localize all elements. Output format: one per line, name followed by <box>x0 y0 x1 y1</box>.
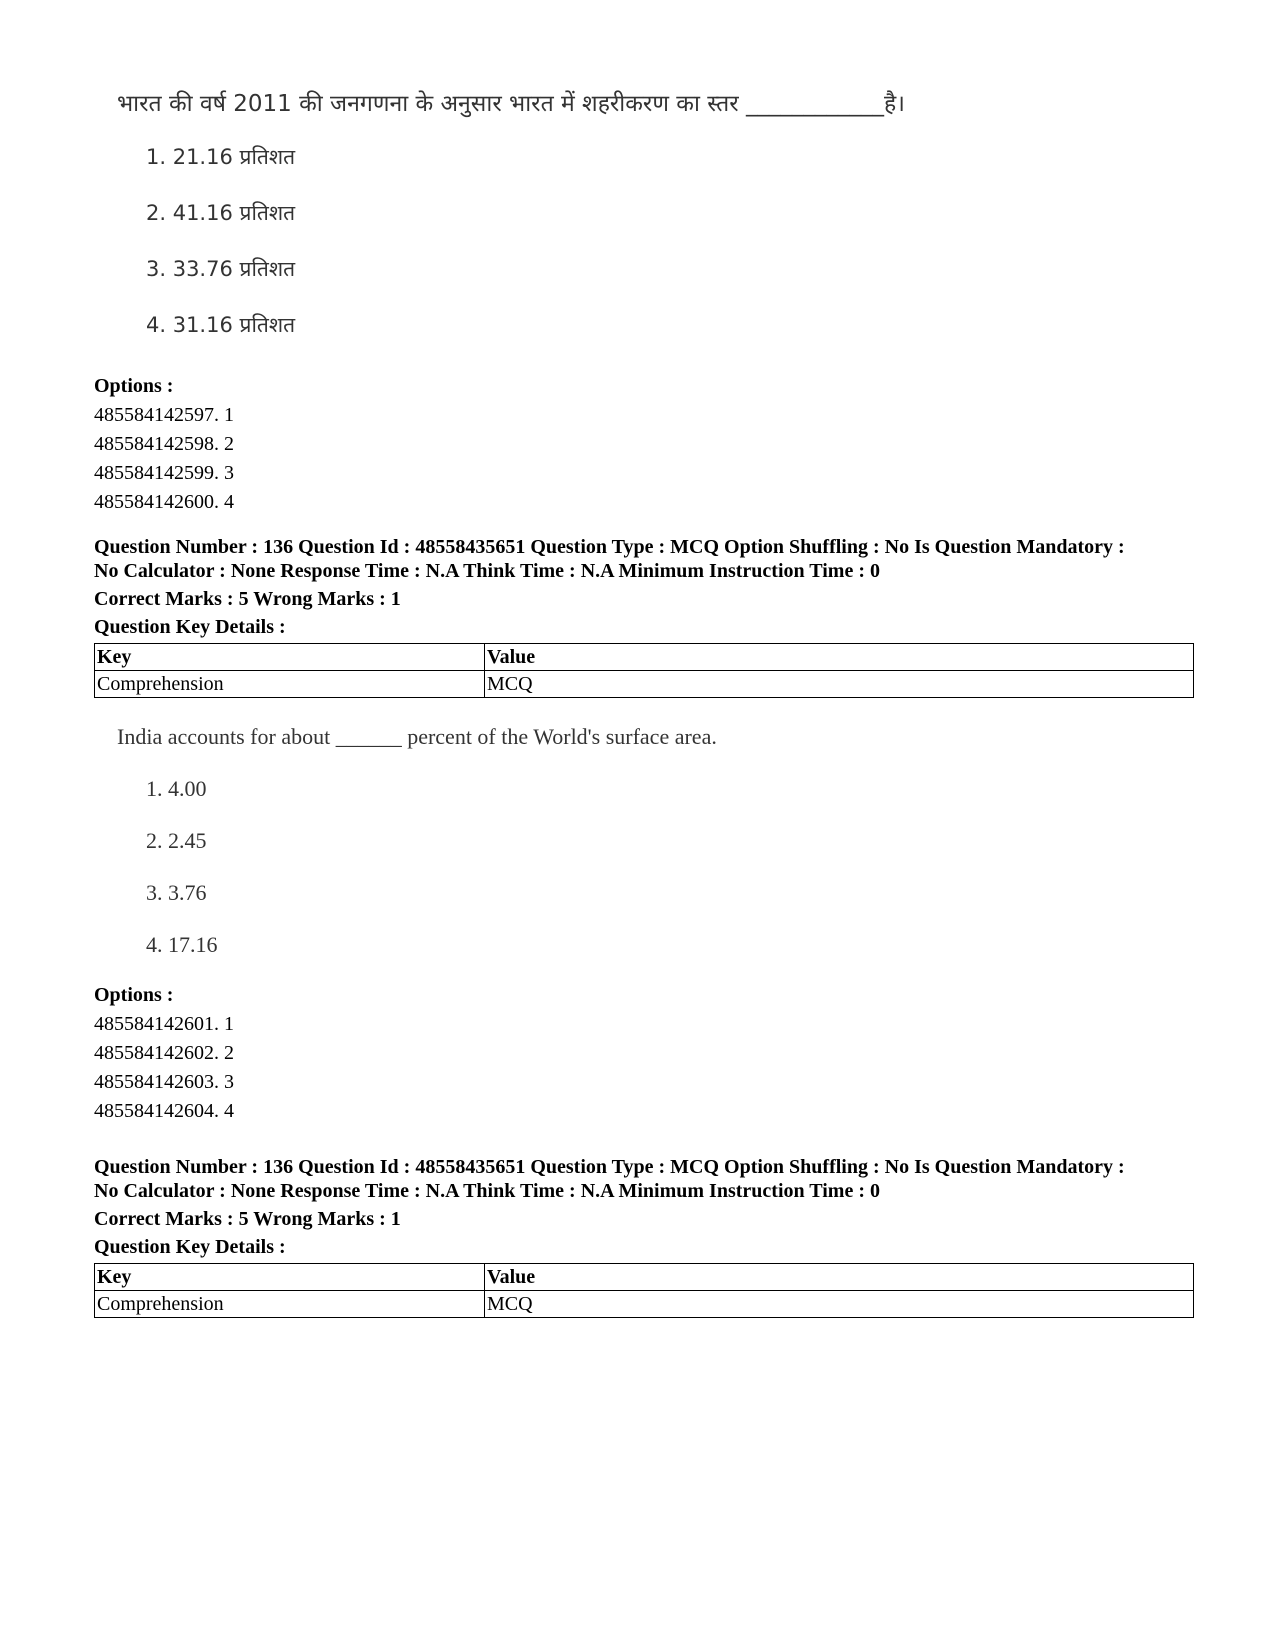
option-id-1: 485584142601. 1 <box>94 1013 234 1035</box>
question-meta-line-1: Question Number : 136 Question Id : 48558435651 Question Type : MCQ Option Shuffling : No Is Question Mandatory : <box>94 536 1125 558</box>
table-header-row <box>95 644 1194 671</box>
question-meta <box>94 1155 1194 1259</box>
question-text: भारत की वर्ष 2011 की जनगणना के अनुसार भारत में शहरीकरण का स्तर ____________है। <box>117 91 905 117</box>
table-header-value: Value <box>485 1264 1194 1291</box>
question-meta-line-2: No Calculator : None Response Time : N.A Think Time : N.A Minimum Instruction Time : 0 <box>94 560 880 582</box>
table-header-key: Key <box>95 1264 485 1291</box>
option-id-2: 485584142598. 2 <box>94 433 234 455</box>
key-value-table <box>94 1263 1194 1318</box>
table-cell-value: MCQ <box>485 1291 1194 1318</box>
marks-line: Correct Marks : 5 Wrong Marks : 1 <box>94 588 401 610</box>
table-row <box>95 1291 1194 1318</box>
question-option-1: 1. 4.00 <box>146 776 207 801</box>
options-label: Options : <box>94 984 174 1006</box>
question-option-4: 4. 31.16 प्रतिशत <box>146 313 296 337</box>
question-option-1: 1. 21.16 प्रतिशत <box>146 145 296 169</box>
key-details-label: Question Key Details : <box>94 1236 286 1258</box>
options-section <box>94 372 1194 517</box>
table-header-key: Key <box>95 644 485 671</box>
option-id-3: 485584142599. 3 <box>94 462 234 484</box>
question-meta-line-1: Question Number : 136 Question Id : 48558435651 Question Type : MCQ Option Shuffling : No Is Question Mandatory : <box>94 1156 1125 1178</box>
table-row <box>95 671 1194 698</box>
marks-line: Correct Marks : 5 Wrong Marks : 1 <box>94 1208 401 1230</box>
option-id-2: 485584142602. 2 <box>94 1042 234 1064</box>
option-id-4: 485584142604. 4 <box>94 1100 234 1122</box>
table-cell-key: Comprehension <box>95 1291 485 1318</box>
options-label: Options : <box>94 375 174 397</box>
option-id-1: 485584142597. 1 <box>94 404 234 426</box>
options-section <box>94 981 1194 1126</box>
table-cell-value: MCQ <box>485 671 1194 698</box>
option-id-3: 485584142603. 3 <box>94 1071 234 1093</box>
option-id-4: 485584142600. 4 <box>94 491 234 513</box>
question-meta-line-2: No Calculator : None Response Time : N.A Think Time : N.A Minimum Instruction Time : 0 <box>94 1180 880 1202</box>
question-meta <box>94 535 1194 639</box>
question-text: India accounts for about ______ percent of the World's surface area. <box>117 724 717 749</box>
question-option-2: 2. 2.45 <box>146 828 207 853</box>
key-details-label: Question Key Details : <box>94 616 286 638</box>
question-option-4: 4. 17.16 <box>146 932 218 957</box>
table-cell-key: Comprehension <box>95 671 485 698</box>
key-value-table <box>94 643 1194 698</box>
question-option-2: 2. 41.16 प्रतिशत <box>146 201 296 225</box>
table-header-row <box>95 1264 1194 1291</box>
question-option-3: 3. 3.76 <box>146 880 207 905</box>
question-option-3: 3. 33.76 प्रतिशत <box>146 257 296 281</box>
table-header-value: Value <box>485 644 1194 671</box>
